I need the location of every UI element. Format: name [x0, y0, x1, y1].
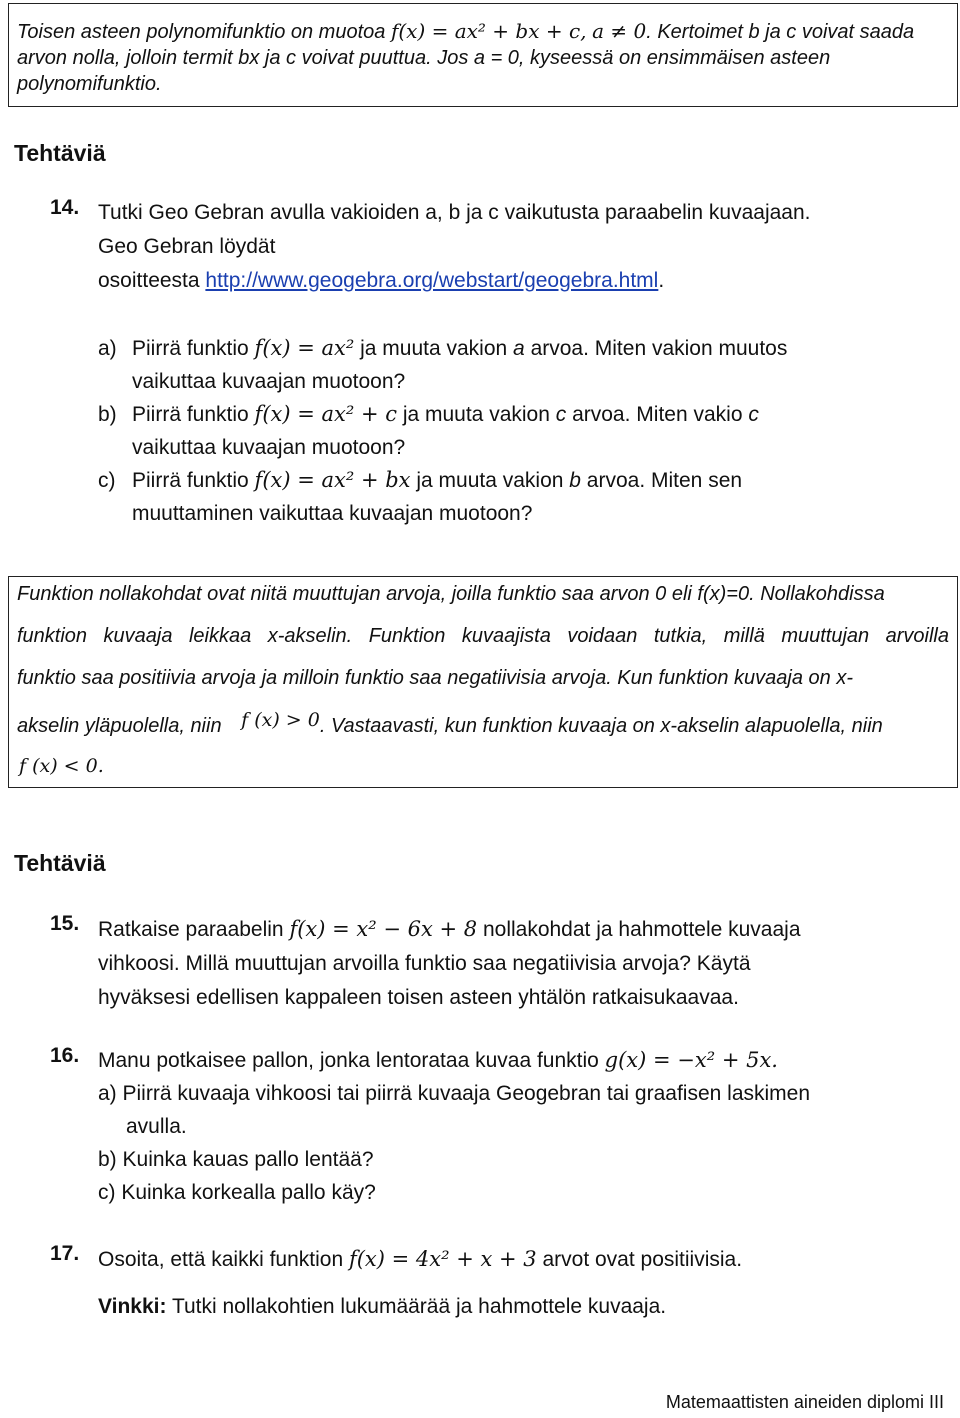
zeros-text-line: funktio saa positiivia arvoja ja milloin funktio saa negatiivisia arvoja. Kun funktion kuvaaja on x- — [17, 667, 854, 689]
hint — [98, 1290, 666, 1323]
exercise-17 — [50, 1242, 940, 1282]
definition-text-start: Toisen asteen polynomifunktio on muotoa — [17, 21, 391, 43]
condition-a-nonzero: a ≠ 0 — [592, 19, 647, 43]
zeros-text-line — [17, 625, 949, 648]
zeros-word: leikkaa — [188, 625, 252, 647]
zeros-word: kuvaajista — [461, 625, 551, 647]
period: . — [658, 269, 665, 292]
formula: g(x) = −x² + 5x. — [604, 1048, 778, 1072]
zeros-word: millä — [723, 625, 765, 647]
exercise-14-b — [98, 398, 938, 464]
exercise-text: Osoita, että kaikki funktion — [98, 1248, 349, 1271]
item-label: a) — [98, 337, 117, 360]
zeros-word: arvoilla — [885, 625, 949, 647]
exercise-text: arvot ovat positiivisia. — [536, 1248, 743, 1271]
item-text: arvoa. Miten vakio — [566, 403, 749, 426]
hint-text: Tutki nollakohtien lukumäärää ja hahmottele kuvaaja. — [166, 1295, 667, 1318]
item-text: arvoa. Miten sen — [580, 469, 743, 492]
exercise-text-line: vihkoosi. Millä muuttujan arvoilla funktio saa negatiivisia arvoja? Käytä — [98, 952, 751, 975]
formula: f(x) = ax² + bx — [254, 468, 411, 492]
quadratic-formula: f(x) = ax² + bx + c, — [390, 19, 587, 43]
exercise-item: b) Kuinka kauas pallo lentää? — [98, 1148, 374, 1171]
item-text: muuttaminen vaikuttaa kuvaajan muotoon? — [132, 502, 533, 525]
zeros-word: x-akselin. — [267, 625, 353, 647]
zeros-text-line: Funktion nollakohdat ovat niitä muuttujan arvoja, joilla funktio saa arvon 0 eli f(x)=0. Nollakohdissa — [17, 583, 885, 605]
definition-text — [17, 18, 947, 97]
geogebra-link[interactable]: http://www.geogebra.org/webstart/geogebra.html — [205, 269, 659, 292]
item-label: b) — [98, 403, 117, 426]
exercise-text-line: hyväksesi edellisen kappaleen toisen asteen yhtälön ratkaisukaavaa. — [98, 986, 739, 1009]
heading-tasks-2: Tehtäviä — [14, 850, 106, 876]
footer-text: Matemaattisten aineiden diplomi III — [665, 1392, 944, 1412]
zeros-word: kuvaaja — [103, 625, 173, 647]
exercise-item: avulla. — [126, 1115, 187, 1138]
exercise-14-c — [98, 464, 938, 530]
item-text: Piirrä funktio — [132, 403, 255, 426]
formula: f(x) = 4x² + x + 3 — [348, 1247, 537, 1271]
item-text: vaikuttaa kuvaajan muotoon? — [132, 370, 406, 393]
variable: c — [748, 403, 759, 426]
exercise-text: osoitteesta — [98, 269, 206, 292]
exercise-number: 14. — [50, 196, 80, 219]
formula: f(x) = x² − 6x + 8 — [289, 917, 478, 941]
exercise-text-line: Tutki Geo Gebran avulla vakioiden a, b ja c vaikutusta paraabelin kuvaajaan. — [98, 201, 811, 224]
item-text: arvoa. Miten vakion muutos — [524, 337, 788, 360]
formula: f(x) = ax² + c — [254, 402, 397, 426]
item-text: Piirrä funktio — [132, 337, 255, 360]
zeros-text: . Vastaavasti, kun funktion kuvaaja on x-akselin alapuolella, niin — [319, 715, 883, 737]
zeros-word: funktion — [17, 625, 88, 647]
exercise-text-line: Geo Gebran löydät — [98, 235, 276, 258]
item-label: c) — [98, 469, 116, 492]
variable: c — [555, 403, 567, 426]
exercise-number: 15. — [50, 912, 80, 935]
exercise-number: 16. — [50, 1044, 80, 1067]
item-text: vaikuttaa kuvaajan muotoon? — [132, 436, 406, 459]
zeros-word: tutkia, — [653, 625, 708, 647]
zeros-text-line — [17, 709, 949, 738]
exercise-number: 17. — [50, 1242, 80, 1265]
variable: a — [513, 337, 525, 360]
hint-label: Vinkki: — [98, 1295, 167, 1318]
item-text: ja muuta vakion — [410, 469, 570, 492]
zeros-text: akselin yläpuolella, niin — [17, 715, 222, 737]
exercise-16 — [50, 1044, 940, 1214]
item-text: ja muuta vakion — [396, 403, 556, 426]
zeros-text-line — [19, 755, 951, 778]
zeros-word: voidaan — [567, 625, 638, 647]
negative-condition: f (x) < 0. — [19, 755, 104, 777]
formula: f(x) = ax² — [254, 336, 355, 360]
heading-tasks-1: Tehtäviä — [14, 140, 106, 166]
exercise-text: nollakohdat ja hahmottele kuvaaja — [477, 918, 801, 941]
zeros-definition-box — [8, 576, 958, 788]
definition-box — [8, 3, 958, 107]
exercise-item: c) Kuinka korkealla pallo käy? — [98, 1181, 376, 1204]
exercise-15 — [50, 912, 940, 1022]
variable: b — [569, 469, 581, 492]
zeros-word: Funktion — [368, 625, 446, 647]
item-text: Piirrä funktio — [132, 469, 255, 492]
exercise-text: Ratkaise paraabelin — [98, 918, 290, 941]
positive-condition: f (x) > 0 — [241, 709, 320, 731]
exercise-item: a) Piirrä kuvaaja vihkoosi tai piirrä kuvaaja Geogebran tai graafisen laskimen — [98, 1082, 811, 1105]
item-text: ja muuta vakion — [354, 337, 514, 360]
zeros-word: muuttujan — [781, 625, 870, 647]
exercise-14-a — [98, 332, 938, 398]
definition-text-end: . Kertoimet b ja c voivat saada arvon nolla, jolloin termit bx ja c voivat puuttua. Jos a = 0, kyseessä on ensimmäisen asteen polynomifunktio. — [17, 21, 915, 95]
exercise-text: Manu potkaisee pallon, jonka lentorataa kuvaa funktio — [98, 1049, 605, 1072]
